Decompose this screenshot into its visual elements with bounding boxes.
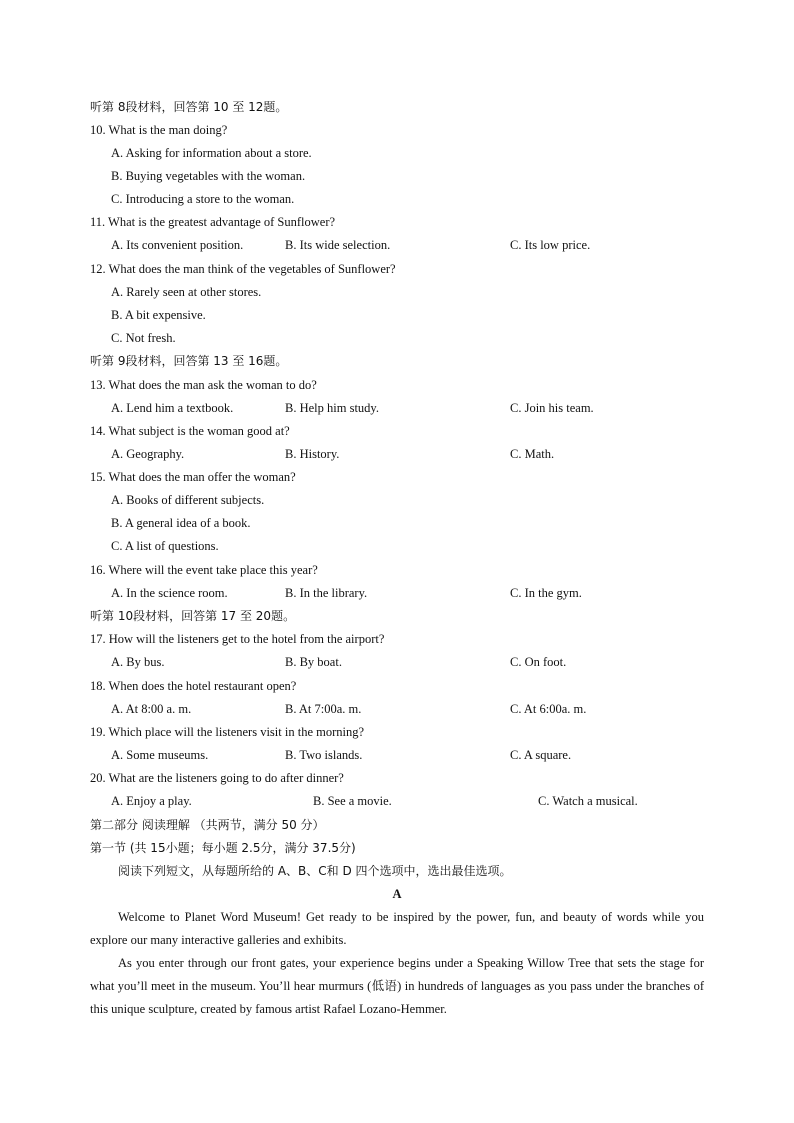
- option-13c: C. Join his team.: [510, 401, 594, 415]
- option-17c: C. On foot.: [510, 655, 567, 669]
- question-13: 13. What does the man ask the woman to do?: [90, 378, 317, 392]
- option-18a: A. At 8:00 a. m.: [111, 702, 192, 716]
- question-11: 11. What is the greatest advantage of Sunflower?: [90, 215, 336, 229]
- section-9-header: 听第 9段材料，回答第 13 至 16题。: [90, 354, 288, 368]
- question-15: 15. What does the man offer the woman?: [90, 470, 296, 484]
- option-20c: C. Watch a musical.: [538, 794, 638, 808]
- option-14c: C. Math.: [510, 447, 555, 461]
- option-11c: C. Its low price.: [510, 238, 591, 252]
- passage-paragraph-1: Welcome to Planet Word Museum! Get ready to be inspired by the power, fun, and beauty of words while you explore our many interactive galleries and exhibits.: [90, 910, 704, 947]
- passage-label: A: [392, 887, 402, 901]
- option-10b: B. Buying vegetables with the woman.: [111, 169, 306, 183]
- question-14: 14. What subject is the woman good at?: [90, 424, 290, 438]
- option-18c: C. At 6:00a. m.: [510, 702, 587, 716]
- question-12: 12. What does the man think of the vegetables of Sunflower?: [90, 262, 396, 276]
- option-15a: A. Books of different subjects.: [111, 493, 265, 507]
- option-15b: B. A general idea of a book.: [111, 516, 251, 530]
- question-20: 20. What are the listeners going to do after dinner?: [90, 771, 344, 785]
- option-14a: A. Geography.: [111, 447, 185, 461]
- option-17b: B. By boat.: [285, 655, 342, 669]
- option-13a: A. Lend him a textbook.: [111, 401, 234, 415]
- option-11b: B. Its wide selection.: [285, 238, 391, 252]
- option-10a: A. Asking for information about a store.: [111, 146, 312, 160]
- option-16a: A. In the science room.: [111, 586, 228, 600]
- question-19: 19. Which place will the listeners visit in the morning?: [90, 725, 365, 739]
- option-14b: B. History.: [285, 447, 340, 461]
- option-15c: C. A list of questions.: [111, 539, 219, 553]
- option-19c: C. A square.: [510, 748, 572, 762]
- option-19b: B. Two islands.: [285, 748, 363, 762]
- part-2-header: 第二部分 阅读理解 （共两节，满分 50 分）: [90, 818, 325, 832]
- reading-instruction: 阅读下列短文，从每题所给的 A、B、C和 D 四个选项中，选出最佳选项。: [118, 864, 512, 878]
- section-1-header: 第一节 (共 15小题；每小题 2.5分，满分 37.5分): [90, 841, 356, 855]
- option-17a: A. By bus.: [111, 655, 165, 669]
- question-17: 17. How will the listeners get to the hotel from the airport?: [90, 632, 385, 646]
- option-16c: C. In the gym.: [510, 586, 582, 600]
- option-20b: B. See a movie.: [313, 794, 392, 808]
- question-16: 16. Where will the event take place this year?: [90, 563, 318, 577]
- option-20a: A. Enjoy a play.: [111, 794, 192, 808]
- option-19a: A. Some museums.: [111, 748, 209, 762]
- section-10-header: 听第 10段材料，回答第 17 至 20题。: [90, 609, 296, 623]
- option-11a: A. Its convenient position.: [111, 238, 244, 252]
- option-18b: B. At 7:00a. m.: [285, 702, 362, 716]
- passage-paragraph-2: As you enter through our front gates, your experience begins under a Speaking Willow Tree that sets the stage for what you’ll meet in the museum. You’ll hear murmurs (低语) in hundreds of languages as you pass under the branches of this unique sculpture, created by famous artist Rafael Lozano-Hemmer.: [90, 956, 704, 1016]
- option-12b: B. A bit expensive.: [111, 308, 206, 322]
- question-10: 10. What is the man doing?: [90, 123, 228, 137]
- option-12c: C. Not fresh.: [111, 331, 176, 345]
- question-18: 18. When does the hotel restaurant open?: [90, 679, 297, 693]
- option-16b: B. In the library.: [285, 586, 368, 600]
- option-13b: B. Help him study.: [285, 401, 379, 415]
- option-10c: C. Introducing a store to the woman.: [111, 192, 295, 206]
- option-12a: A. Rarely seen at other stores.: [111, 285, 262, 299]
- section-8-header: 听第 8段材料，回答第 10 至 12题。: [90, 100, 288, 114]
